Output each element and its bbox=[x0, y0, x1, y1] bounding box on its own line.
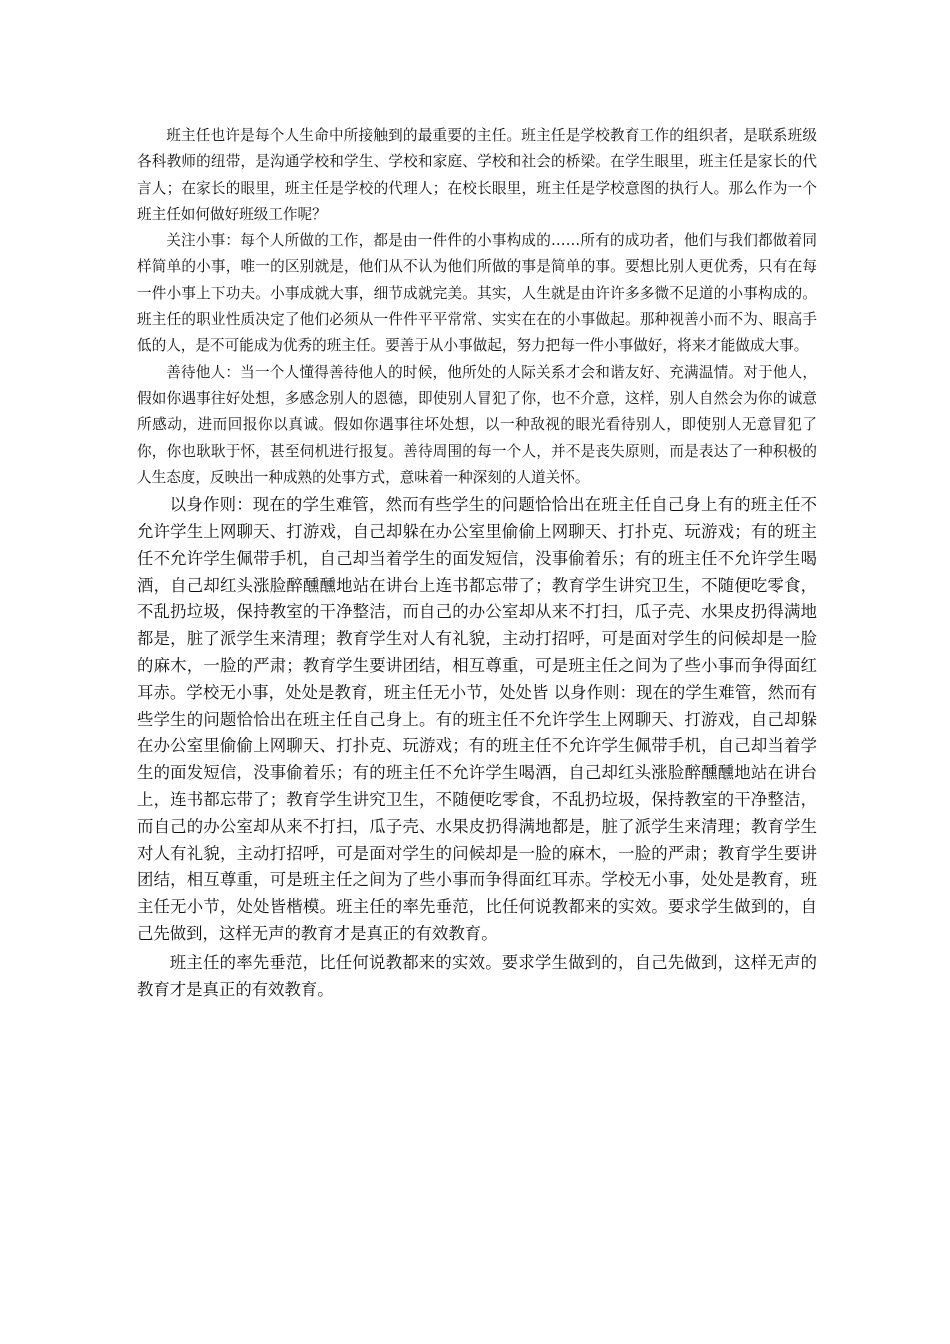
paragraph-treat-others-well: 善待他人：当一个人懂得善待他人的时候，他所处的人际关系才会和谐友好、充满温情。对于他人，假如你遇事往好处想，多感念别人的恩德，即使别人冒犯了你，也不介意，这样，别人自然会为你的诚意所感动，进而回报你以真诚。假如你遇事往坏处想，以一种敌视的眼光看待别人，即使别人无意冒犯了你，你也耿耿于怀，甚至伺机进行报复。善待周围的每一个人，并不是丧失原则，而是表达了一种积极的人生态度，反映出一种成熟的处事方式，意味着一种深刻的人道关怀。 bbox=[137, 363, 817, 486]
document-body bbox=[137, 123, 817, 1003]
paragraph-lead-by-example: 以身作则：现在的学生难管，然而有些学生的问题恰恰出在班主任自己身上有的班主任不允许学生上网聊天、打游戏，自己却躲在办公室里偷偷上网聊天、打扑克、玩游戏；有的班主任不允许学生佩带手机，自己却当着学生的面发短信，没事偷着乐；有的班主任不允许学生喝酒，自己却红头涨脸醉醺醺地站在讲台上连书都忘带了；教育学生讲究卫生，不随便吃零食，不乱扔垃圾，保持教室的干净整洁，而自己的办公室却从来不打扫，瓜子壳、水果皮扔得满地都是，脏了派学生来清理；教育学生对人有礼貌，主动打招呼，可是面对学生的问候却是一脸的麻木，一脸的严肃；教育学生要讲团结，相互尊重，可是班主任之间为了些小事而争得面红耳赤。学校无小事，处处是教育，班主任无小节，处处皆 以身作则：现在的学生难管，然而有些学生的问题恰恰出在班主任自己身上。有的班主任不允许学生上网聊天、打游戏，自己却躲在办公室里偷偷上网聊天、打扑克、玩游戏；有的班主任不允许学生佩带手机，自己却当着学生的面发短信，没事偷着乐；有的班主任不允许学生喝酒，自己却红头涨脸醉醺醺地站在讲台上，连书都忘带了；教育学生讲究卫生，不随便吃零食，不乱扔垃圾，保持教室的干净整洁，而自己的办公室却从来不打扫，瓜子壳、水果皮扔得满地都是，脏了派学生来清理；教育学生对人有礼貌，主动打招呼，可是面对学生的问候却是一脸的麻木，一脸的严肃；教育学生要讲团结，相互尊重，可是班主任之间为了些小事而争得面红耳赤。学校无小事，处处是教育，班主任无小节，处处皆楷模。班主任的率先垂范，比任何说教都来的实效。要求学生做到的，自己先做到，这样无声的教育才是真正的有效教育。 bbox=[137, 495, 817, 943]
paragraph-conclusion: 班主任的率先垂范，比任何说教都来的实效。要求学生做到的，自己先做到，这样无声的教育才是真正的有效教育。 bbox=[137, 952, 817, 999]
paragraph-intro: 班主任也许是每个人生命中所接触到的最重要的主任。班主任是学校教育工作的组织者，是联系班级各科教师的纽带，是沟通学校和学生、学校和家庭、学校和社会的桥梁。在学生眼里，班主任是家长的代言人；在家长的眼里，班主任是学校的代理人；在校长眼里，班主任是学校意图的执行人。那么作为一个班主任如何做好班级工作呢？ bbox=[137, 127, 817, 223]
paragraph-focus-small-things: 关注小事：每个人所做的工作，都是由一件件的小事构成的……所有的成功者，他们与我们都做着同样简单的小事，唯一的区别就是，他们从不认为他们所做的事是简单的事。要想比别人更优秀，只有在每一件小事上下功夫。小事成就大事，细节成就完美。其实，人生就是由许许多多微不足道的小事构成的。班主任的职业性质决定了他们必须从一件件平平常常、实实在在的小事做起。那种视善小而不为、眼高手低的人，是不可能成为优秀的班主任。要善于从小事做起，努力把每一件小事做好，将来才能做成大事。 bbox=[137, 232, 817, 355]
